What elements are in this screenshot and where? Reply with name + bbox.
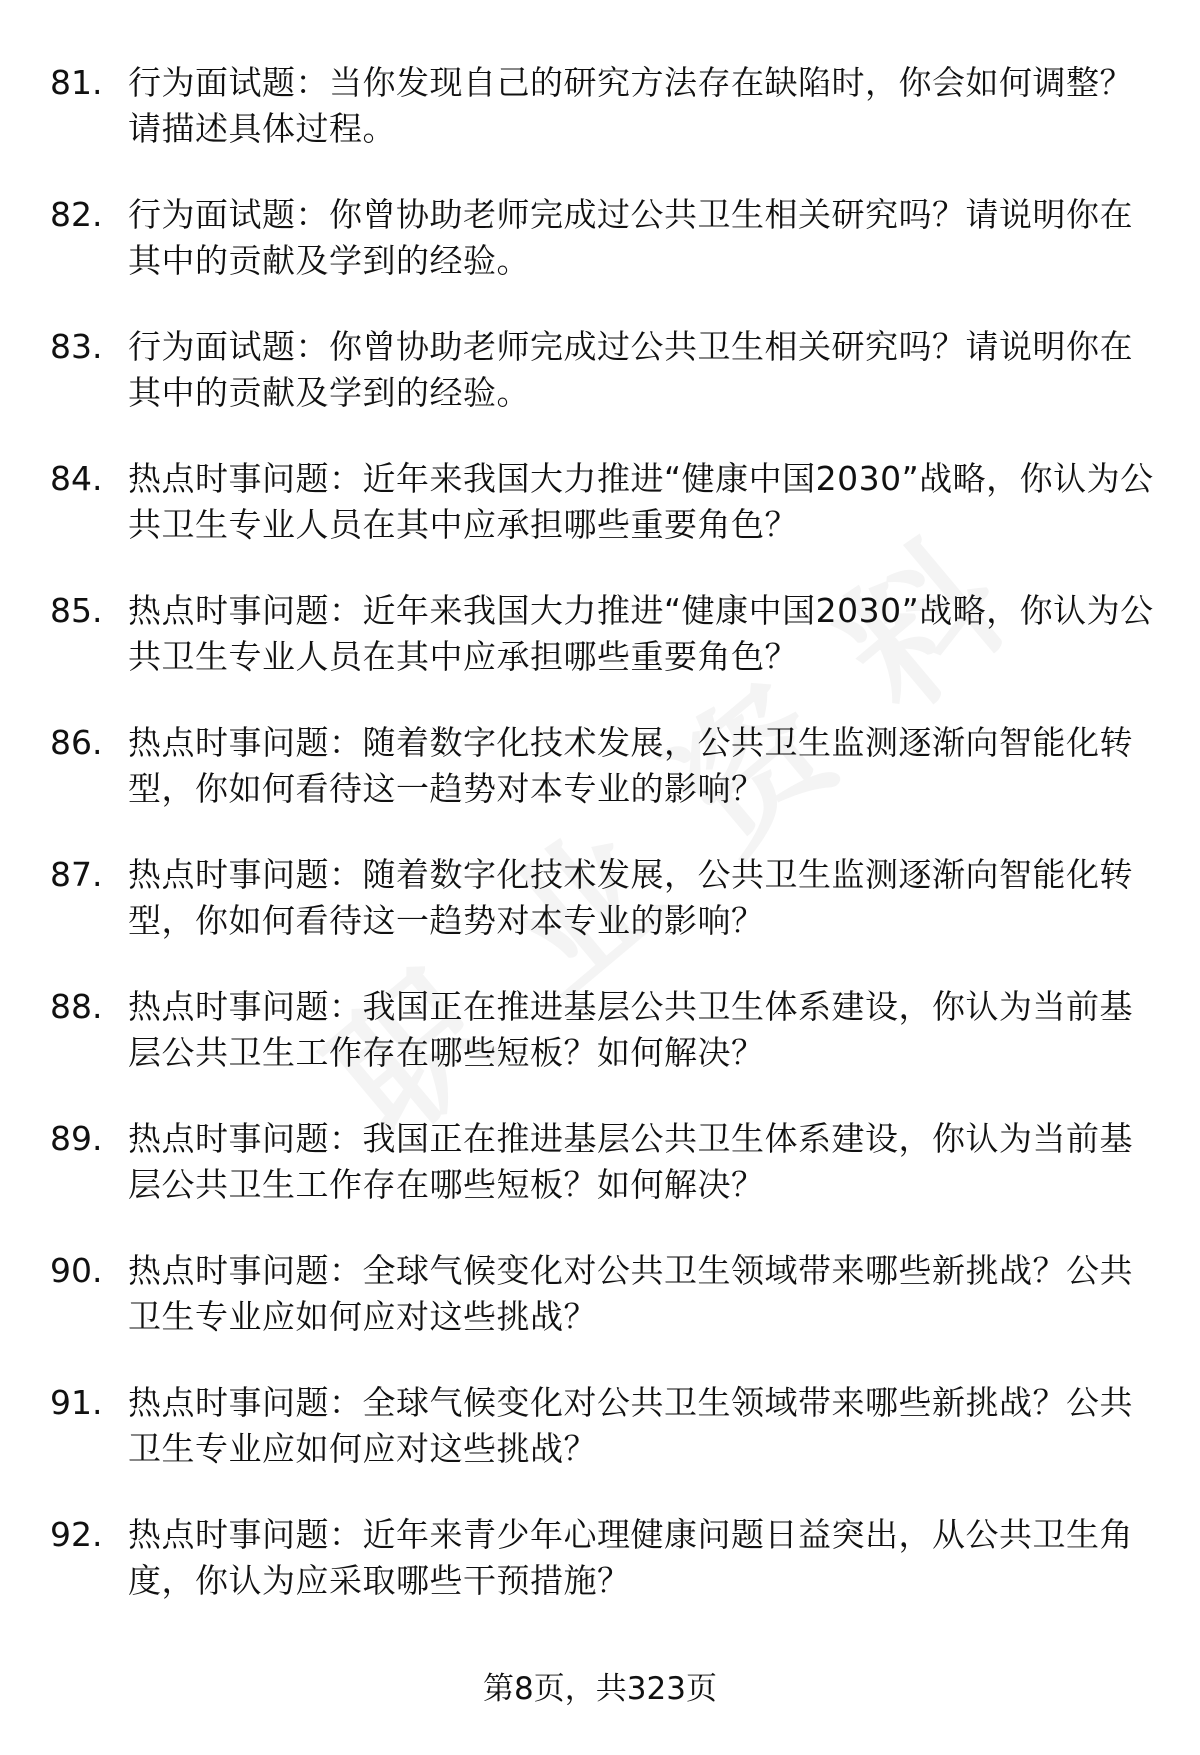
question-number: 88.	[50, 987, 103, 1026]
question-text: 热点时事问题：近年来我国大力推进“健康中国2030”战略，你认为公共卫生专业人员在其中应承担哪些重要角色？	[128, 459, 1154, 544]
question-text: 热点时事问题：全球气候变化对公共卫生领域带来哪些新挑战？公共卫生专业应如何应对这些挑战？	[128, 1383, 1133, 1468]
question-number: 82.	[50, 195, 103, 234]
question-text: 行为面试题：你曾协助老师完成过公共卫生相关研究吗？请说明你在其中的贡献及学到的经验。	[128, 327, 1133, 412]
question-number: 84.	[50, 459, 103, 498]
question-number: 90.	[50, 1251, 103, 1290]
question-number: 91.	[50, 1383, 103, 1422]
question-text: 热点时事问题：我国正在推进基层公共卫生体系建设，你认为当前基层公共卫生工作存在哪些短板？如何解决？	[128, 987, 1133, 1072]
question-text: 行为面试题：你曾协助老师完成过公共卫生相关研究吗？请说明你在其中的贡献及学到的经验。	[128, 195, 1133, 280]
question-number: 85.	[50, 591, 103, 630]
list-item	[50, 60, 1160, 192]
list-item	[50, 456, 1160, 588]
page-number-footer: 第8页，共323页	[483, 1671, 717, 1707]
list-item	[50, 1512, 1160, 1644]
question-text: 热点时事问题：近年来我国大力推进“健康中国2030”战略，你认为公共卫生专业人员在其中应承担哪些重要角色？	[128, 591, 1154, 676]
question-number: 87.	[50, 855, 103, 894]
list-item	[50, 192, 1160, 324]
question-number: 92.	[50, 1515, 103, 1554]
list-item	[50, 1116, 1160, 1248]
question-list	[50, 60, 1160, 1644]
question-number: 83.	[50, 327, 103, 366]
question-text: 热点时事问题：近年来青少年心理健康问题日益突出，从公共卫生角度，你认为应采取哪些干预措施？	[128, 1515, 1133, 1600]
list-item	[50, 588, 1160, 720]
question-number: 86.	[50, 723, 103, 762]
question-number: 89.	[50, 1119, 103, 1158]
question-text: 行为面试题：当你发现自己的研究方法存在缺陷时，你会如何调整？请描述具体过程。	[128, 63, 1133, 148]
list-item	[50, 324, 1160, 456]
list-item	[50, 852, 1160, 984]
question-text: 热点时事问题：随着数字化技术发展，公共卫生监测逐渐向智能化转型，你如何看待这一趋势对本专业的影响？	[128, 723, 1133, 808]
list-item	[50, 1248, 1160, 1380]
question-number: 81.	[50, 63, 103, 102]
list-item	[50, 984, 1160, 1116]
question-text: 热点时事问题：我国正在推进基层公共卫生体系建设，你认为当前基层公共卫生工作存在哪些短板？如何解决？	[128, 1119, 1133, 1204]
question-text: 热点时事问题：全球气候变化对公共卫生领域带来哪些新挑战？公共卫生专业应如何应对这些挑战？	[128, 1251, 1133, 1336]
list-item	[50, 1380, 1160, 1512]
list-item	[50, 720, 1160, 852]
question-text: 热点时事问题：随着数字化技术发展，公共卫生监测逐渐向智能化转型，你如何看待这一趋势对本专业的影响？	[128, 855, 1133, 940]
